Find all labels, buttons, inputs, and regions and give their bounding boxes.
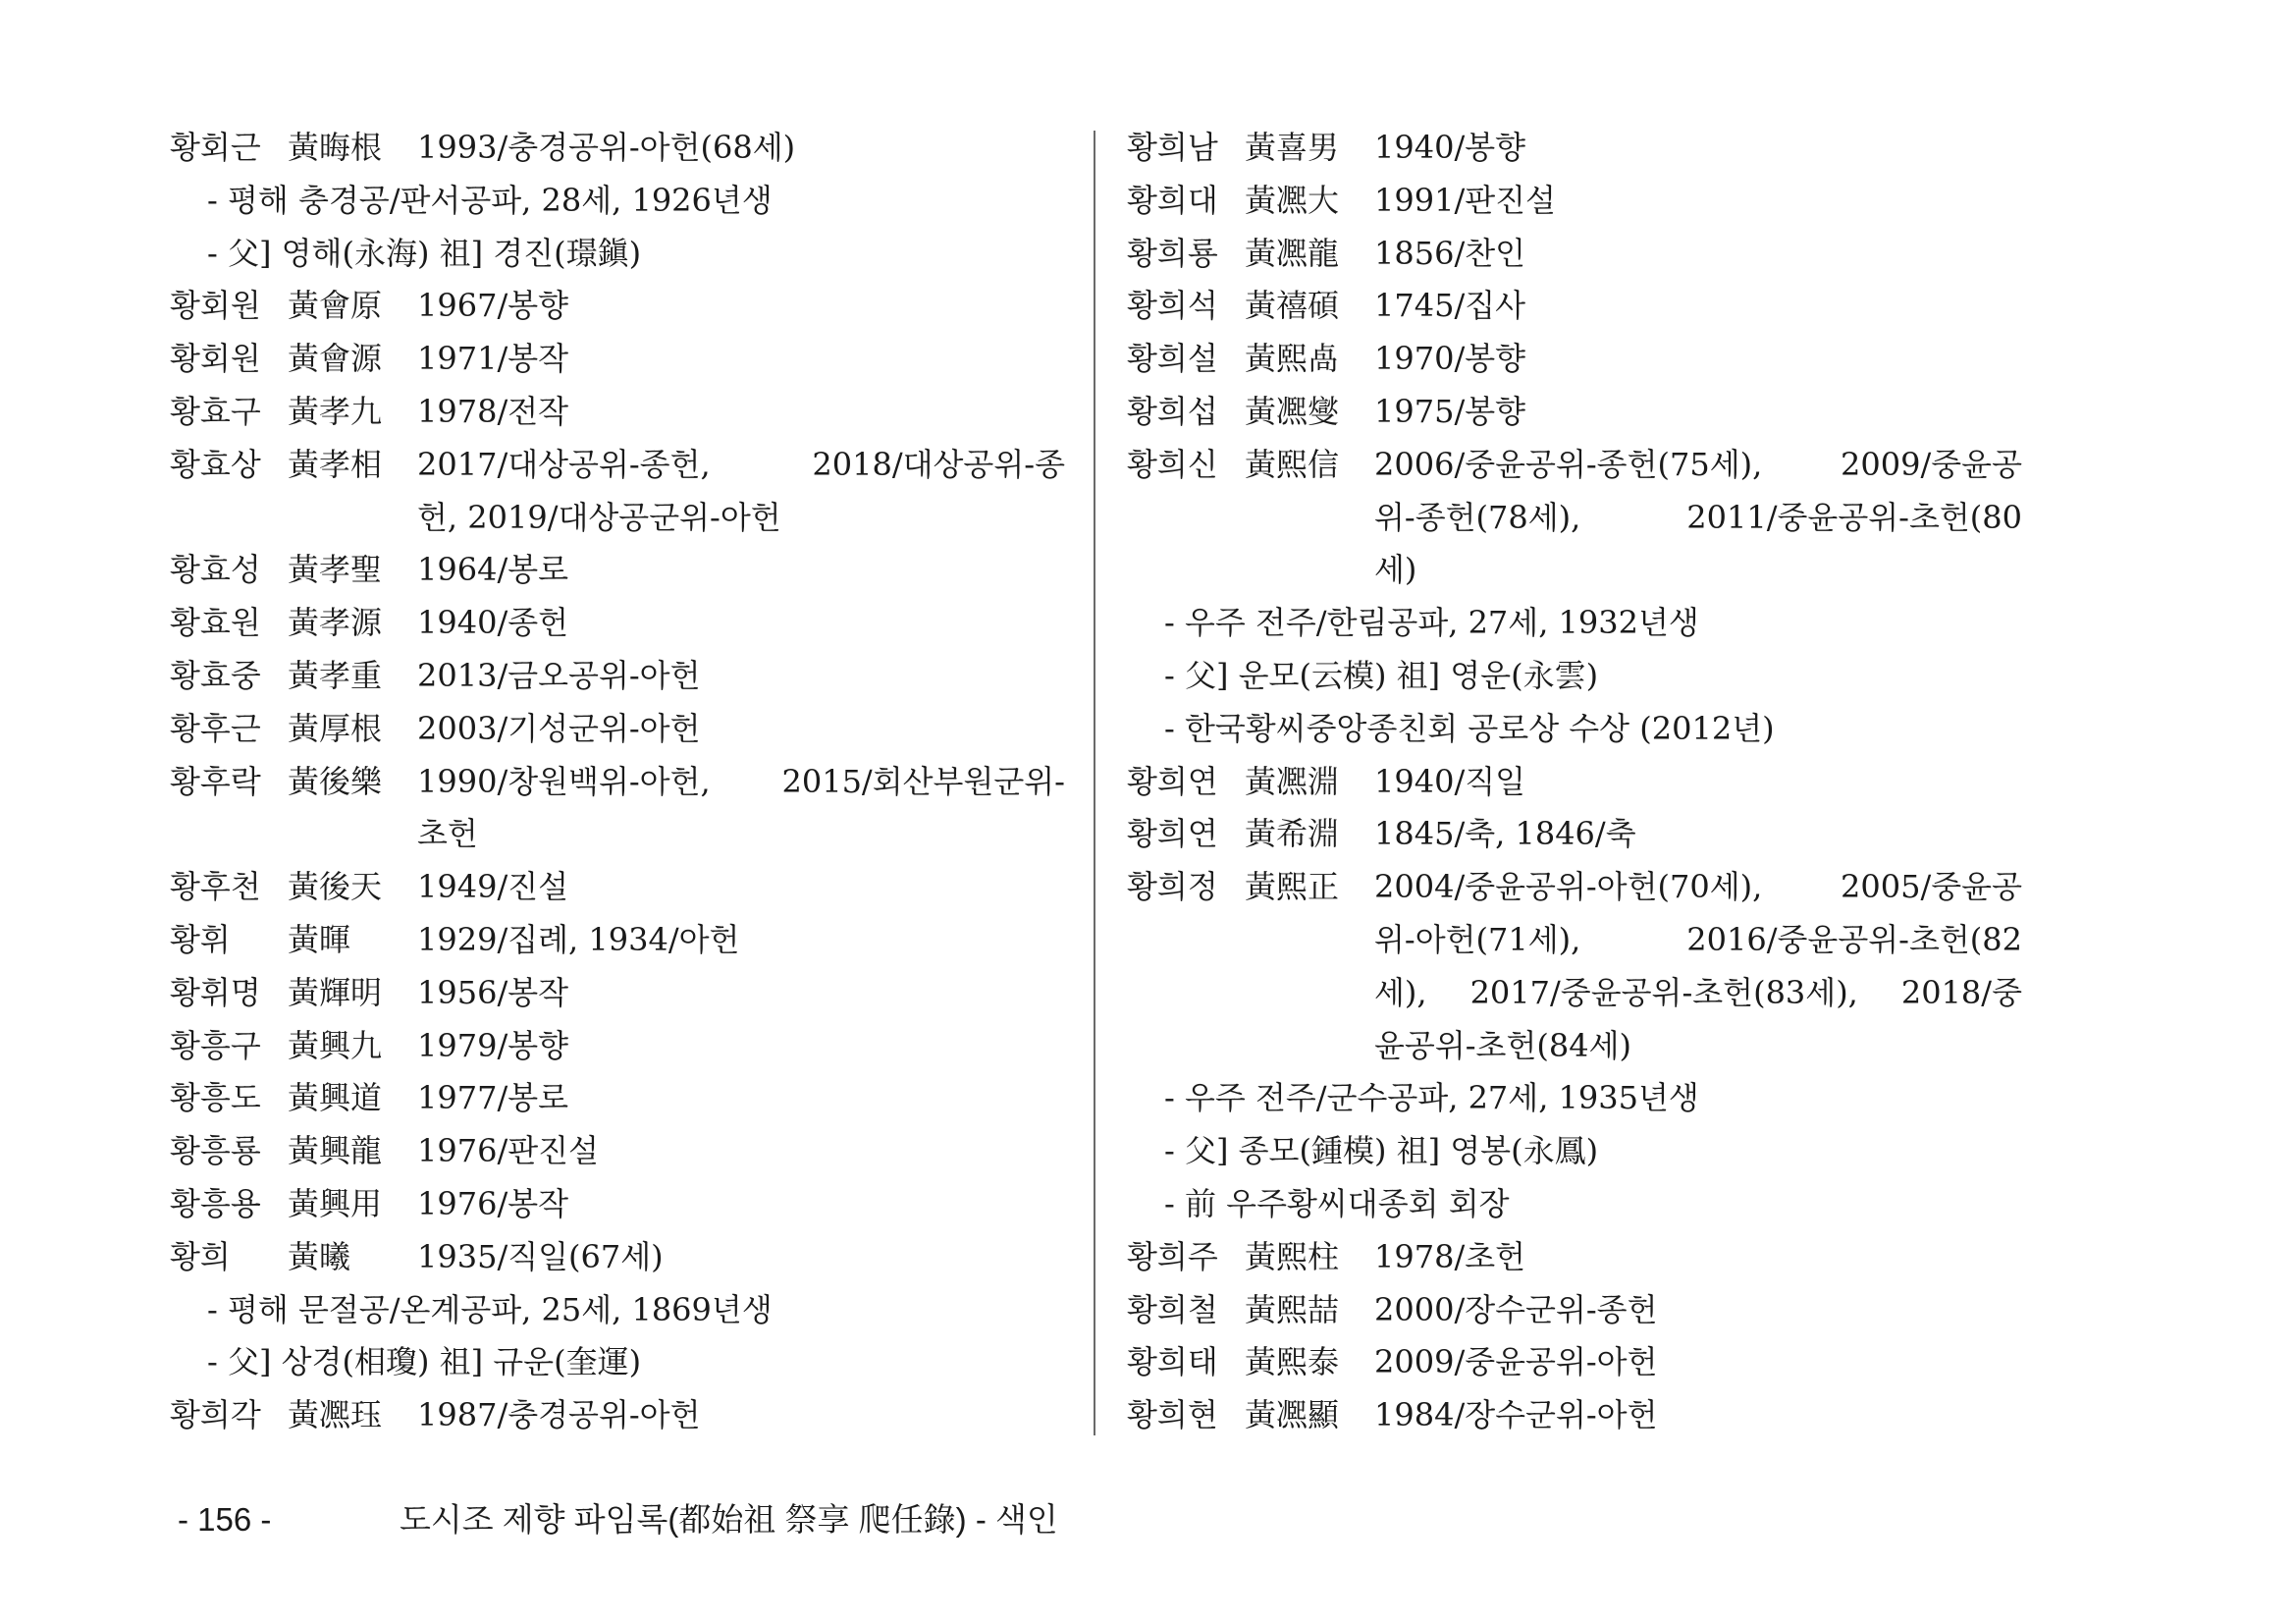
entry-name: 황희섭	[1127, 392, 1218, 430]
index-entry	[170, 1178, 1065, 1231]
entry-hanja: 黃熙喆	[1245, 1290, 1340, 1328]
entry-record-line: 위-종헌(78세), 2011/중윤공위-초헌(80	[1374, 498, 2022, 536]
entry-name: 황효성	[170, 551, 261, 589]
entry-hanja: 黃凞珏	[288, 1396, 383, 1434]
entry-hanja: 黃會原	[288, 287, 383, 325]
index-entry	[170, 122, 1065, 280]
entry-name: 황흥룡	[170, 1132, 261, 1170]
index-entry	[170, 1072, 1065, 1125]
entry-name: 황후천	[170, 868, 261, 906]
entry-name: 황희룡	[1127, 234, 1218, 272]
entry-record-line: 1745/집사	[1374, 287, 1526, 325]
entry-name: 황희각	[170, 1396, 261, 1434]
entry-record-line: 윤공위-초헌(84세)	[1374, 1026, 1631, 1064]
entry-name: 황휘	[170, 920, 231, 958]
entry-name: 황흥구	[170, 1026, 261, 1064]
entry-hanja: 黃凞燮	[1245, 392, 1340, 430]
entry-name: 황희남	[1127, 129, 1218, 166]
entry-record-line: 1964/봉로	[417, 551, 569, 589]
entry-record	[1374, 333, 2022, 386]
entry-hanja: 黃晦根	[288, 129, 383, 166]
entry-record-line: 1978/초헌	[1374, 1237, 1526, 1275]
index-entry	[170, 439, 1065, 545]
entry-hanja: 黃孝九	[288, 392, 383, 430]
entry-note-line: - 평해 문절공/온계공파, 25세, 1869년생	[207, 1290, 773, 1328]
entry-record-line: 2009/중윤공위-아헌	[1374, 1343, 1658, 1381]
entry-record-line: 1971/봉작	[417, 340, 569, 378]
index-entry	[170, 386, 1065, 439]
entry-record-line: 2003/기성군위-아헌	[417, 709, 701, 747]
index-entry	[1127, 175, 2022, 228]
index-entry	[170, 756, 1065, 862]
entry-name: 황회원	[170, 287, 261, 325]
index-entry	[170, 544, 1065, 597]
entry-record	[1374, 228, 2022, 281]
entry-record	[417, 333, 1065, 386]
entry-record	[417, 703, 1065, 756]
entry-hanja: 黃凞顯	[1245, 1396, 1340, 1434]
entry-name: 황회원	[170, 340, 261, 378]
entry-hanja: 黃熙正	[1245, 868, 1340, 906]
entry-record	[417, 914, 1065, 967]
entry-record	[1374, 861, 2022, 1072]
index-entry	[1127, 386, 2022, 439]
entry-name: 황회근	[170, 129, 261, 166]
entry-record	[417, 122, 1065, 175]
entry-name: 황희석	[1127, 287, 1218, 325]
entry-record	[1374, 756, 2022, 809]
entry-record	[1374, 122, 2022, 175]
entry-record-line: 1976/봉작	[417, 1184, 569, 1222]
entry-name: 황희	[170, 1237, 231, 1275]
entry-hanja: 黃後天	[288, 868, 383, 906]
index-entry	[1127, 1231, 2022, 1284]
entry-hanja: 黃凞大	[1245, 181, 1340, 219]
entry-record	[417, 544, 1065, 597]
entry-record	[1374, 280, 2022, 333]
entry-record	[417, 1231, 1065, 1284]
entry-name: 황흥도	[170, 1079, 261, 1117]
index-entry	[170, 1231, 1065, 1389]
entry-name: 황효상	[170, 445, 261, 483]
entry-name: 황희설	[1127, 340, 1218, 378]
index-entry	[1127, 756, 2022, 809]
entry-record-line: 1991/판진설	[1374, 181, 1556, 219]
entry-note-line: - 前 우주황씨대종회 회장	[1164, 1184, 1510, 1222]
entry-name: 황효중	[170, 656, 261, 694]
entry-record	[1374, 1231, 2022, 1284]
index-entry	[1127, 1389, 2022, 1442]
entry-record	[417, 1125, 1065, 1178]
entry-hanja: 黃厚根	[288, 709, 383, 747]
entry-name: 황희현	[1127, 1396, 1218, 1434]
entry-hanja: 黃禧碩	[1245, 287, 1340, 325]
entry-record	[1374, 1336, 2022, 1389]
index-entry	[1127, 1336, 2022, 1389]
entry-hanja: 黃熙泰	[1245, 1343, 1340, 1381]
entry-record-line: 1940/봉향	[1374, 129, 1526, 166]
entry-record	[417, 280, 1065, 333]
entry-hanja: 黃熙信	[1245, 445, 1340, 483]
entry-record-line: 세), 2017/중윤공위-초헌(83세), 2018/중	[1374, 973, 2022, 1011]
entry-hanja: 黃會源	[288, 340, 383, 378]
entry-record-line: 2017/대상공위-종헌, 2018/대상공위-종	[417, 445, 1065, 483]
entry-name: 황희태	[1127, 1343, 1218, 1381]
index-entry	[1127, 228, 2022, 281]
index-entry	[170, 1020, 1065, 1073]
entry-record-line: 1940/종헌	[417, 604, 569, 642]
entry-hanja: 黃興用	[288, 1184, 383, 1222]
entry-record-line: 1935/직일(67세)	[417, 1237, 664, 1275]
entry-name: 황후근	[170, 709, 261, 747]
entry-name: 황흥용	[170, 1184, 261, 1222]
entry-hanja: 黃孝源	[288, 604, 383, 642]
entry-name: 황희정	[1127, 868, 1218, 906]
entry-record-line: 위-아헌(71세), 2016/중윤공위-초헌(82	[1374, 920, 2022, 958]
entry-record-line: 1856/찬인	[1374, 234, 1526, 272]
entry-hanja: 黃興九	[288, 1026, 383, 1064]
entry-record	[417, 1020, 1065, 1073]
left-column	[170, 122, 1065, 1442]
entry-name: 황후락	[170, 762, 261, 800]
entry-name: 황효원	[170, 604, 261, 642]
entry-hanja: 黃輝明	[288, 973, 383, 1011]
entry-record-line: 헌, 2019/대상공군위-아헌	[417, 498, 781, 536]
index-entry	[1127, 861, 2022, 1231]
entry-hanja: 黃孝相	[288, 445, 383, 483]
entry-hanja: 黃熙柱	[1245, 1237, 1340, 1275]
entry-record-line: 1845/축, 1846/축	[1374, 815, 1636, 853]
entry-name: 황희대	[1127, 181, 1218, 219]
entry-note-line: - 父] 운모(云模) 祖] 영운(永雲)	[1164, 656, 1599, 694]
entry-name: 황희연	[1127, 762, 1218, 800]
entry-record	[417, 597, 1065, 650]
index-entry	[170, 1389, 1065, 1442]
entry-hanja: 黃凞龍	[1245, 234, 1340, 272]
entry-record-line: 1978/전작	[417, 392, 569, 430]
index-entry	[170, 597, 1065, 650]
entry-hanja: 黃孝聖	[288, 551, 383, 589]
entry-name: 황희신	[1127, 445, 1218, 483]
entry-record-line: 1984/장수군위-아헌	[1374, 1396, 1658, 1434]
index-entry	[170, 1125, 1065, 1178]
entry-record	[417, 967, 1065, 1020]
entry-record-line: 1949/진설	[417, 868, 569, 906]
entry-hanja: 黃孝重	[288, 656, 383, 694]
entry-hanja: 黃暉	[288, 920, 351, 958]
entry-record	[417, 1072, 1065, 1125]
entry-note-line: - 父] 영해(永海) 祖] 경진(璟鎭)	[207, 234, 642, 272]
index-entry	[1127, 1284, 2022, 1337]
index-entry	[1127, 280, 2022, 333]
entry-record-line: 2000/장수군위-종헌	[1374, 1290, 1658, 1328]
entry-record-line: 1993/충경공위-아헌(68세)	[417, 129, 796, 166]
entry-hanja: 黃希淵	[1245, 815, 1340, 853]
entry-hanja: 黃熙卨	[1245, 340, 1340, 378]
entry-name: 황휘명	[170, 973, 261, 1011]
entry-record-line: 1990/창원백위-아헌, 2015/회산부원군위-	[417, 762, 1065, 800]
entry-hanja: 黃興道	[288, 1079, 383, 1117]
entry-record	[1374, 175, 2022, 228]
index-entry	[1127, 122, 2022, 175]
entry-record-line: 1970/봉향	[1374, 340, 1526, 378]
entry-record	[417, 1178, 1065, 1231]
entry-record	[417, 650, 1065, 703]
entry-record	[1374, 386, 2022, 439]
entry-record-line: 1975/봉향	[1374, 392, 1526, 430]
index-entry	[170, 280, 1065, 333]
entry-record-line: 초헌	[417, 815, 478, 853]
index-entry	[1127, 439, 2022, 756]
entry-note-line: - 평해 충경공/판서공파, 28세, 1926년생	[207, 181, 773, 219]
entry-hanja: 黃後樂	[288, 762, 383, 800]
entry-record	[417, 439, 1065, 545]
index-entry	[1127, 333, 2022, 386]
entry-record-line: 2004/중윤공위-아헌(70세), 2005/중윤공	[1374, 868, 2022, 906]
index-entry	[170, 967, 1065, 1020]
entry-note-line: - 父] 종모(鍾模) 祖] 영봉(永鳳)	[1164, 1132, 1599, 1170]
entry-name: 황희철	[1127, 1290, 1218, 1328]
entry-record	[417, 386, 1065, 439]
book-title: 도시조 제향 파임록(都始祖 祭享 爬任錄) - 색인	[400, 1501, 1058, 1538]
entry-hanja: 黃喜男	[1245, 129, 1340, 166]
entry-record	[417, 756, 1065, 862]
entry-record	[1374, 808, 2022, 861]
entry-note-line: - 우주 전주/한림공파, 27세, 1932년생	[1164, 604, 1699, 642]
entry-record	[1374, 1389, 2022, 1442]
entry-record-line: 1976/판진설	[417, 1132, 599, 1170]
entry-name: 황희연	[1127, 815, 1218, 853]
entry-note-line: - 父] 상경(相瓊) 祖] 규운(奎運)	[207, 1343, 642, 1381]
entry-record-line: 1929/집례, 1934/아헌	[417, 920, 740, 958]
entry-record-line: 세)	[1374, 551, 1417, 589]
entry-record-line: 1987/충경공위-아헌	[417, 1396, 701, 1434]
index-entry	[1127, 808, 2022, 861]
entry-hanja: 黃凞淵	[1245, 762, 1340, 800]
entry-name: 황효구	[170, 392, 261, 430]
right-column	[1127, 122, 2022, 1442]
entry-note-line: - 한국황씨중앙종친회 공로상 수상 (2012년)	[1164, 709, 1775, 747]
entry-hanja: 黃興龍	[288, 1132, 383, 1170]
entry-record-line: 2006/중윤공위-종헌(75세), 2009/중윤공	[1374, 445, 2022, 483]
index-entry	[170, 333, 1065, 386]
entry-record	[1374, 1284, 2022, 1337]
entry-record	[417, 861, 1065, 914]
entry-hanja: 黃曦	[288, 1237, 351, 1275]
index-entry	[170, 914, 1065, 967]
entry-name: 황희주	[1127, 1237, 1218, 1275]
entry-record-line: 1956/봉작	[417, 973, 569, 1011]
entry-record-line: 2013/금오공위-아헌	[417, 656, 701, 694]
index-entry	[170, 650, 1065, 703]
entry-record	[1374, 439, 2022, 597]
entry-record-line: 1979/봉향	[417, 1026, 569, 1064]
index-entry	[170, 703, 1065, 756]
entry-record-line: 1977/봉로	[417, 1079, 569, 1117]
entry-record	[417, 1389, 1065, 1442]
column-divider	[1094, 131, 1095, 1435]
entry-record-line: 1940/직일	[1374, 762, 1526, 800]
index-entry	[170, 861, 1065, 914]
entry-record-line: 1967/봉향	[417, 287, 569, 325]
entry-note-line: - 우주 전주/군수공파, 27세, 1935년생	[1164, 1079, 1699, 1117]
page-number: - 156 -	[178, 1501, 272, 1538]
